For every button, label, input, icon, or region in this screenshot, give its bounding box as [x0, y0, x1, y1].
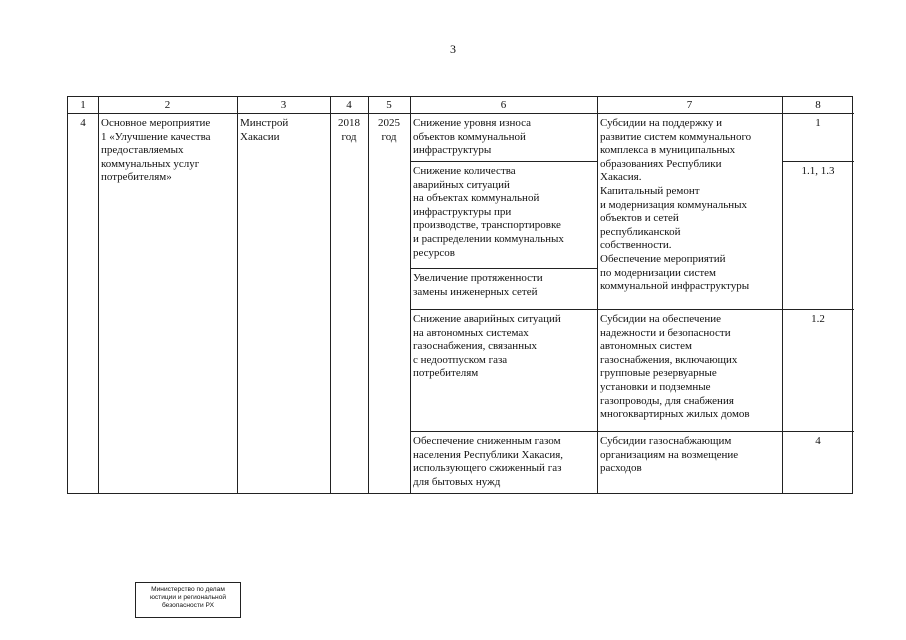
subsidy-communal-support: Субсидии на поддержку и развитие систем коммунального комплекса в муниципальных образованиях Республики Хакасия. Капитальный ремонт и модернизация коммунальных объектов и сетей республиканской собственности. Обеспечение мероприятий по модернизации систем коммунальной инфраструктуры	[600, 117, 752, 293]
indicator-gas-accidents: Снижение аварийных ситуаций на автономных системах газоснабжения, связанных с недоотпуском газа потребителям	[413, 313, 561, 380]
executor: Минстрой Хакасии	[240, 117, 289, 143]
code-1-1-1-3: 1.1, 1.3	[801, 165, 835, 177]
header-col-6: 6	[500, 99, 507, 111]
header-col-8: 8	[815, 99, 821, 111]
ministry-stamp: Министерство по делам юстиции и региональной безопасности РХ	[135, 582, 241, 618]
subsidy-gas-reliability: Субсидии на обеспечение надежности и безопасности автономных систем газоснабжения, включающих групповые резервуарные установки и подземные газопроводы, для снабжения многоквартирных жилых домов	[600, 313, 750, 421]
header-col-4: 4	[346, 99, 352, 111]
indicator-liquefied-gas: Обеспечение сниженным газом населения Республики Хакасия, использующего сжиженный газ для бытовых нужд	[413, 435, 564, 488]
start-year: 2018 год	[338, 117, 360, 143]
code-4: 4	[815, 435, 821, 447]
header-col-7: 7	[686, 99, 693, 111]
page-number: 3	[450, 42, 456, 56]
end-year: 2025 год	[378, 117, 400, 143]
header-col-5: 5	[386, 99, 392, 111]
program-table	[67, 96, 853, 494]
subsidy-gas-suppliers: Субсидии газоснабжающим организациям на возмещение расходов	[600, 435, 739, 475]
indicator-wear-reduction: Снижение уровня износа объектов коммунальной инфраструктуры	[413, 117, 532, 157]
code-1-2: 1.2	[811, 313, 825, 325]
header-col-2: 2	[164, 99, 171, 111]
row-number: 4	[80, 117, 86, 129]
header-col-1: 1	[80, 99, 86, 111]
activity-name: Основное мероприятие 1 «Улучшение качества предоставляемых коммунальных услуг потребителям»	[101, 117, 211, 184]
code-1: 1	[815, 117, 821, 129]
header-col-3: 3	[280, 99, 287, 111]
indicator-network-replacement: Увеличение протяженности замены инженерных сетей	[413, 272, 543, 298]
indicator-accident-reduction: Снижение количества аварийных ситуаций на объектах коммунальной инфраструктуры при производстве, транспортировке и распределении коммунальных ресурсов	[413, 165, 564, 259]
